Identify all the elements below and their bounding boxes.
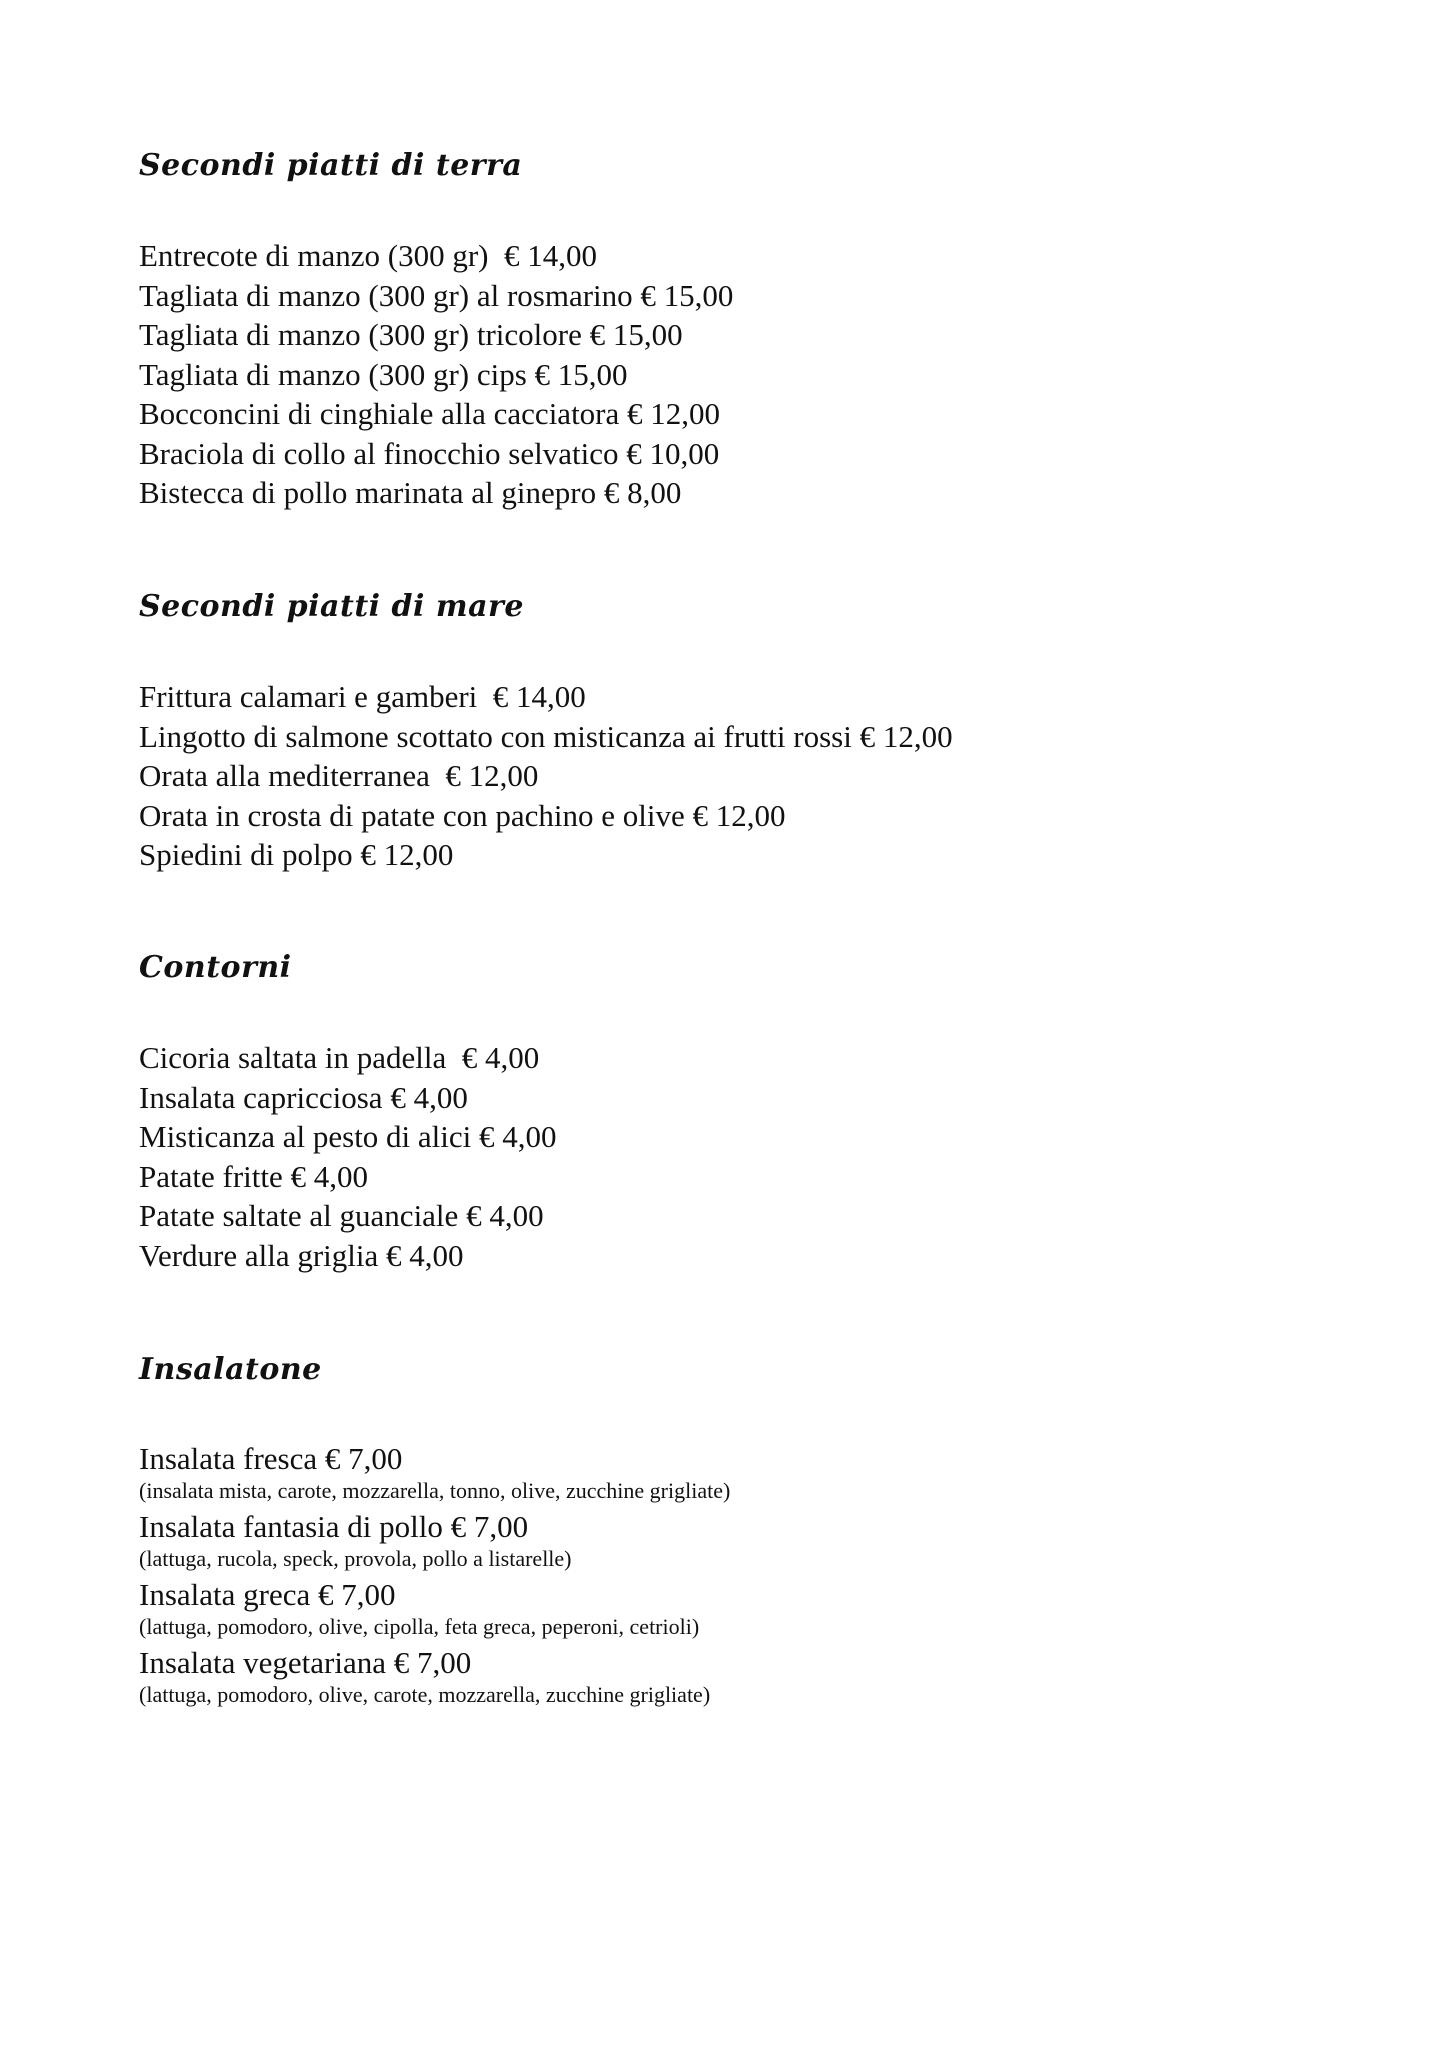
- item-price: € 7,00: [393, 1645, 472, 1680]
- menu-item: [139, 394, 1339, 434]
- menu-item: [139, 1576, 1339, 1642]
- item-price: € 12,00: [360, 837, 454, 872]
- item-name: Insalata greca: [139, 1577, 318, 1612]
- item-price: € 4,00: [466, 1198, 544, 1233]
- item-name: Tagliata di manzo (300 gr) cips: [139, 356, 535, 392]
- menu-item: [139, 1038, 1339, 1078]
- item-price: € 14,00: [492, 679, 586, 714]
- menu-item: [139, 1196, 1339, 1236]
- item-price: € 4,00: [390, 1079, 468, 1115]
- item-name: Braciola di collo al finocchio selvatico: [139, 435, 627, 471]
- menu-item: [139, 315, 1339, 355]
- item-price: € 4,00: [461, 1040, 540, 1075]
- item-name: Insalata fantasia di pollo: [139, 1509, 451, 1544]
- menu-item: [139, 434, 1339, 474]
- item-name: Bistecca di pollo marinata al ginepro: [139, 475, 604, 510]
- item-price: € 14,00: [503, 238, 597, 273]
- section-heading: Contorni: [139, 950, 292, 985]
- item-price: € 7,00: [318, 1577, 396, 1612]
- section-heading: Insalatone: [139, 1352, 322, 1387]
- item-price: € 12,00: [445, 758, 539, 793]
- item-price: € 4,00: [479, 1119, 557, 1154]
- item-name: Verdure alla griglia: [139, 1237, 387, 1273]
- menu-item: [139, 796, 1339, 836]
- item-price: € 7,00: [324, 1441, 403, 1476]
- menu-item: [139, 756, 1339, 796]
- item-price: € 4,00: [290, 1158, 368, 1194]
- item-name: Entrecote di manzo (300 gr): [139, 238, 504, 273]
- item-name: Bocconcini di cinghiale alla cacciatora: [139, 396, 628, 431]
- menu-item: [139, 355, 1339, 395]
- item-description: (lattuga, pomodoro, olive, cipolla, feta greca, peperoni, cetrioli): [139, 1614, 700, 1639]
- item-name: Insalata capricciosa: [139, 1079, 391, 1115]
- menu-item: [139, 1117, 1339, 1157]
- section-secondi-terra: [139, 146, 1339, 513]
- menu-item-list: [139, 677, 1339, 875]
- item-name: Lingotto di salmone scottato con misticanza ai frutti rossi: [139, 718, 860, 754]
- menu-item: [139, 276, 1339, 316]
- item-price: € 15,00: [640, 277, 734, 313]
- menu-item: [139, 835, 1339, 875]
- item-price: € 12,00: [627, 396, 721, 431]
- menu-item-list: [139, 1038, 1339, 1275]
- item-description: (insalata mista, carote, mozzarella, tonno, olive, zucchine grigliate): [139, 1478, 731, 1503]
- menu-item: [139, 1644, 1339, 1710]
- section-contorni: [139, 948, 1339, 1275]
- item-name: Cicoria saltata in padella: [139, 1040, 462, 1075]
- menu-item: [139, 473, 1339, 513]
- item-name: Orata alla mediterranea: [139, 758, 446, 793]
- menu-item-list: [139, 236, 1339, 513]
- menu-item: [139, 717, 1339, 757]
- menu-item: [139, 677, 1339, 717]
- item-name: Orata in crosta di patate con pachino e olive: [139, 797, 693, 833]
- menu-item: [139, 1236, 1339, 1276]
- item-price: € 10,00: [626, 435, 720, 471]
- item-description: (lattuga, pomodoro, olive, carote, mozzarella, zucchine grigliate): [139, 1682, 711, 1707]
- section-heading: Secondi piatti di mare: [139, 589, 524, 624]
- item-price: € 15,00: [589, 317, 683, 352]
- item-price: € 12,00: [859, 718, 953, 754]
- menu-item: [139, 236, 1339, 276]
- item-price: € 12,00: [692, 797, 786, 833]
- item-price: € 7,00: [450, 1509, 529, 1544]
- item-name: Misticanza al pesto di alici: [139, 1119, 480, 1154]
- menu-item: [139, 1078, 1339, 1118]
- item-name: Insalata vegetariana: [139, 1645, 394, 1680]
- item-price: € 4,00: [386, 1237, 464, 1273]
- item-price: € 15,00: [534, 356, 628, 392]
- section-heading: Secondi piatti di terra: [139, 148, 523, 183]
- item-name: Tagliata di manzo (300 gr) tricolore: [139, 317, 590, 352]
- section-secondi-mare: [139, 587, 1339, 875]
- item-name: Spiedini di polpo: [139, 837, 361, 872]
- item-name: Tagliata di manzo (300 gr) al rosmarino: [139, 277, 641, 313]
- item-name: Patate saltate al guanciale: [139, 1198, 467, 1233]
- menu-item: [139, 1157, 1339, 1197]
- item-price: € 8,00: [603, 475, 682, 510]
- item-description: (lattuga, rucola, speck, provola, pollo a listarelle): [139, 1546, 572, 1571]
- menu-item: [139, 1440, 1339, 1506]
- item-name: Patate fritte: [139, 1158, 291, 1194]
- menu-item-list: [139, 1440, 1339, 1710]
- item-name: Frittura calamari e gamberi: [139, 679, 493, 714]
- menu-item: [139, 1508, 1339, 1574]
- item-name: Insalata fresca: [139, 1441, 325, 1476]
- section-insalatone: [139, 1350, 1339, 1712]
